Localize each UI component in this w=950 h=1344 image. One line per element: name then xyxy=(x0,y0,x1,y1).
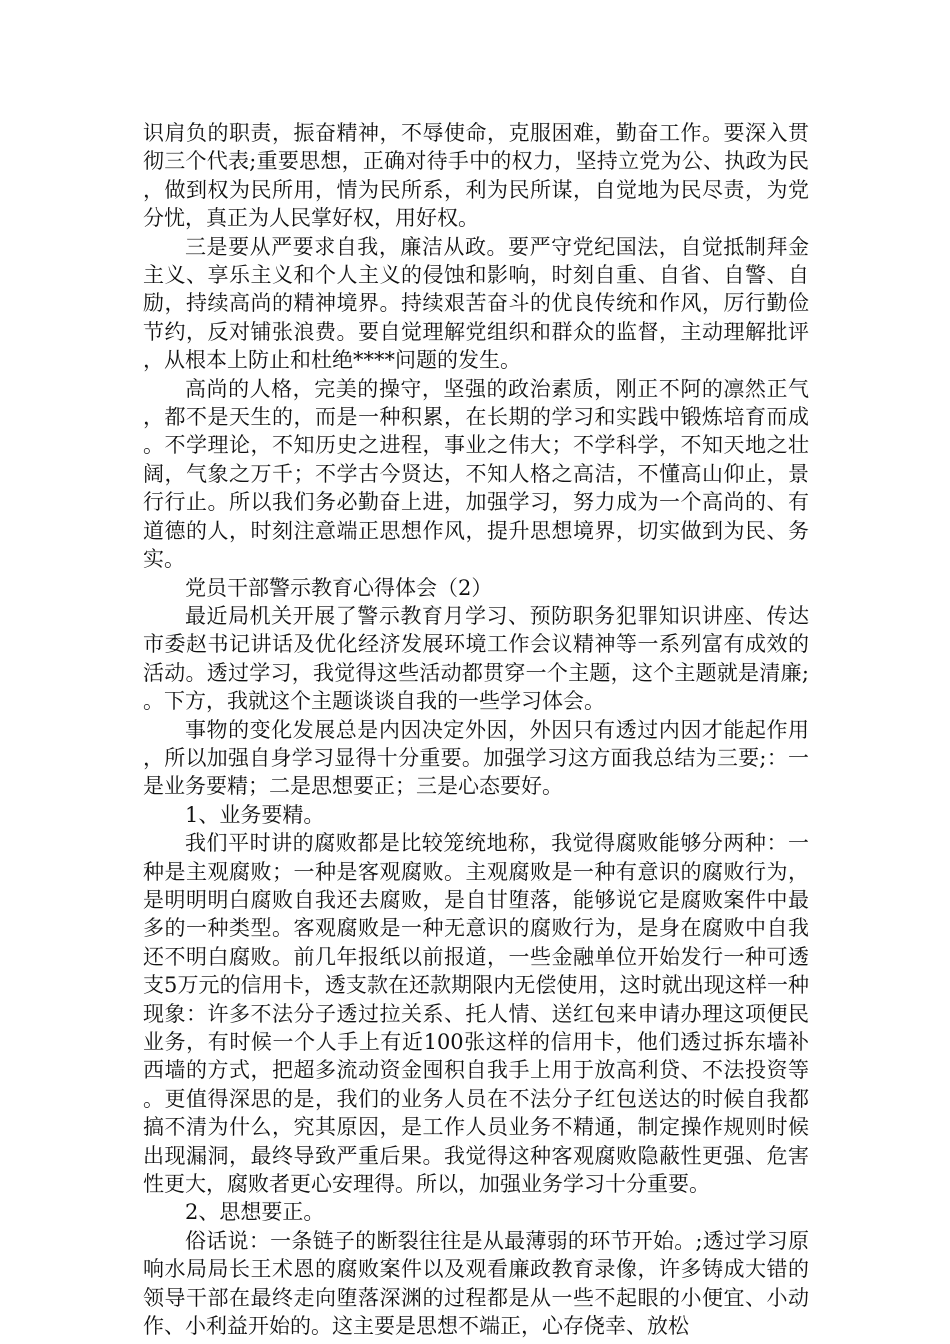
paragraph-weakest-link: 俗话说：一条链子的断裂往往是从最薄弱的环节开始。;透过学习原响水局局长王术恩的腐败案件以及观看廉政教育录像，许多铸成大错的领导干部在最终走向堕落深渊的过程都是从一些不起眼的小便宜、小动作、小利益开始的。这主要是思想不端正，心存侥幸、放松 xyxy=(143,1228,809,1339)
paragraph-two-kinds-of-corruption: 我们平时讲的腐败都是比较笼统地称，我觉得腐败能够分两种：一种是主观腐败；一种是客观腐败。主观腐败是一种有意识的腐败行为，是明明明白腐败自我还去腐败，是自甘堕落，能够说它是腐败案件中最多的一种类型。客观腐败是一种无意识的腐败行为，是身在腐败中自我还不明白腐败。前几年报纸以前报道，一些金融单位开始发行一种可透支5万元的信用卡，透支款在还款期限内无偿使用，这时就出现这样一种现象：许多不法分子透过拉关系、托人情、送红包来申请办理这项便民业务，有时候一个人手上有近100张这样的信用卡，他们透过拆东墙补西墙的方式，把超多流动资金囤积自我手上用于放高利贷、不法投资等。更值得深思的是，我们的业务人员在不法分子红包送达的时候自我都搞不清为什么，究其原因，是工作人员业务不精通，制定操作规则时候出现漏洞，最终导致严重后果。我觉得这种客观腐败隐蔽性更强、危害性更大，腐败者更心安理得。所以，加强业务学习十分重要。 xyxy=(143,831,809,1197)
paragraph-duties: 识肩负的职责，振奋精神，不辱使命，克服困难，勤奋工作。要深入贯彻三个代表;重要思想，正确对待手中的权力，坚持立党为公、执政为民，做到权为民所用，情为民所系，利为民所谋，自觉地为民尽责，为党分忧，真正为人民掌好权，用好权。 xyxy=(143,121,809,231)
paragraph-noble-character: 高尚的人格，完美的操守，坚强的政治素质，刚正不阿的凛然正气，都不是天生的，而是一种积累，在长期的学习和实践中锻炼培育而成。不学理论，不知历史之进程，事业之伟大；不学科学，不知天地之壮阔，气象之万千；不学古今贤达，不知人格之高洁，不懂高山仰止，景行行止。所以我们务必勤奋上进，加强学习，努力成为一个高尚的、有道德的人，时刻注意端正思想作风，提升思想境界，切实做到为民、务实。 xyxy=(143,376,809,572)
paragraph-strict-self-discipline: 三是要从严要求自我，廉洁从政。要严守党纪国法，自觉抵制拜金主义、享乐主义和个人主义的侵蚀和影响，时刻自重、自省、自警、自励，持续高尚的精神境界。持续艰苦奋斗的优良传统和作风，厉行勤俭节约，反对铺张浪费。要自觉理解党组织和群众的监督，主动理解批评，从根本上防止和杜绝****问题的发生。 xyxy=(143,234,809,373)
document-page xyxy=(143,119,809,1340)
paragraph-internal-cause: 事物的变化发展总是内因决定外因，外因只有透过内因才能起作用，所以加强自身学习显得十分重要。加强学习这方面我总结为三要;：一是业务要精；二是思想要正；三是心态要好。 xyxy=(143,717,809,799)
subheading-business-excellence: 1、业务要精。 xyxy=(185,802,325,827)
subheading-right-thinking: 2、思想要正。 xyxy=(185,1200,325,1225)
section-heading-warning-education: 党员干部警示教育心得体会（2） xyxy=(185,575,493,600)
paragraph-recent-activities: 最近局机关开展了警示教育月学习、预防职务犯罪知识讲座、传达市委赵书记讲话及优化经济发展环境工作会议精神等一系列富有成效的活动。透过学习，我觉得这些活动都贯穿一个主题，这个主题就是清廉;。下方，我就这个主题谈谈自我的一些学习体会。 xyxy=(143,603,809,714)
